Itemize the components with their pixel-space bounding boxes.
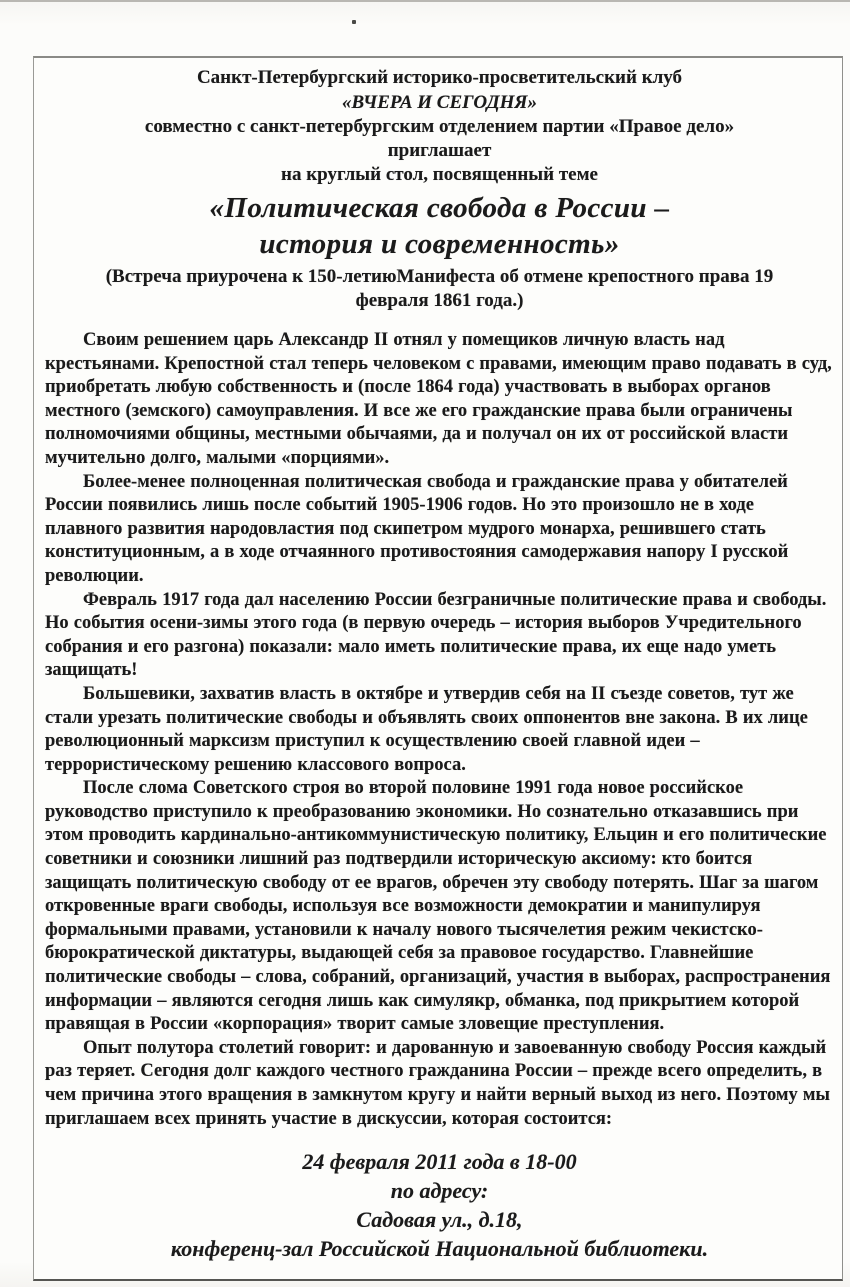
scan-edge-artifact: [0, 0, 850, 2]
paragraph: Большевики, захватив власть в октябре и утвердив себя на II съезде советов, тут же стали урезать политические свободы и объявлять своих оппонентов вне закона. В их лице революционный марксизм приступил к осуществлению своей главной идеи – террористическому решению классового вопроса.: [45, 683, 808, 775]
event-subtitle: (Встреча приурочена к 150-летиюМанифеста об отмене крепостного права 19 февраля 1861 года.): [105, 266, 774, 311]
invites-line: приглашает: [387, 140, 492, 161]
event-details: [45, 1147, 834, 1263]
address-label: по адресу:: [390, 1178, 489, 1204]
paragraph: Опыт полутора столетий говорит: и дарованную и завоеванную свободу Россия каждый раз теряет. Сегодня долг каждого честного гражданина России – прежде всего определить, в чем причина этого вращения в замкнутом кругу и найти верный выход из него. Поэтому мы приглашаем всех принять участие в дискуссии, которая состоится:: [45, 1037, 830, 1129]
event-type-line: на круглый стол, посвященный теме: [281, 164, 598, 185]
document-content: [34, 58, 842, 1279]
paragraph: Своим решением царь Александр II отнял у помещиков личную власть над крестьянами. Крепостной стал теперь человеком с правами, имеющим право подавать в суд, приобретать любую собственность и (после 1864 года) участвовать в выборах органов местного (земского) самоуправления. И все же его гражданские права были ограничены полномочиями общины, местными обычаями, да и получал он их от российской власти мучительно долго, малыми «порциями».: [45, 330, 832, 468]
organization-name: Санкт-Петербургский историко-просветительский клуб: [196, 67, 683, 88]
paragraph: Более-менее полноценная политическая свобода и гражданские права у обитателей России появились лишь после событий 1905-1906 годов. Но это произошло не в ходе плавного развития народовластия под скипетром мудрого монарха, решившего стать конституционным, а в ходе отчаянного противостояния самодержавия напору I русской революции.: [45, 471, 789, 586]
paragraph: Февраль 1917 года дал населению России безграничные политические права и свободы. Но события осени-зимы этого года (в первую очередь – история выборов Учредительного собрания и его разгона) показали: мало иметь политические права, их еще надо уметь защищать!: [45, 589, 827, 681]
document-border-frame: [33, 56, 843, 1281]
event-address: Садовая ул., д.18,: [356, 1207, 523, 1233]
event-title-line1: «Политическая свобода в России –: [209, 192, 670, 224]
event-datetime: 24 февраля 2011 года в 18-00: [302, 1149, 577, 1175]
club-name: «ВЧЕРА И СЕГОДНЯ»: [342, 92, 537, 113]
event-title-line2: история и современность»: [259, 228, 620, 260]
scan-speck: [352, 20, 356, 24]
partner-line: совместно с санкт-петербургским отделением партии «Правое дело»: [144, 116, 735, 137]
body-text: [45, 329, 834, 1131]
event-venue: конференц-зал Российской Национальной библиотеки.: [170, 1236, 709, 1262]
event-title: [45, 190, 834, 262]
paragraph: После слома Советского строя во второй половине 1991 года новое российское руководство приступило к преобразованию экономики. Но сознательно отказавшись при этом проводить кардинально-антикоммунистическую политику, Ельцин и его политические советники и союзники лишний раз подтвердили историческую аксиому: кто боится защищать политическую свободу от ее врагов, обречен эту свободу потерять. Шаг за шагом откровенные враги свободы, используя все возможности демократии и манипулируя формальными правами, установили к началу нового тысячелетия режим чекистско-бюрократической диктатуры, выдающей себя за правовое государство. Главнейшие политические свободы – слова, собраний, организаций, участия в выборах, распространения информации – являются сегодня лишь как симулякр, обманка, под прикрытием которой правящая в России «корпорация» творит самые зловещие преступления.: [45, 778, 831, 1035]
